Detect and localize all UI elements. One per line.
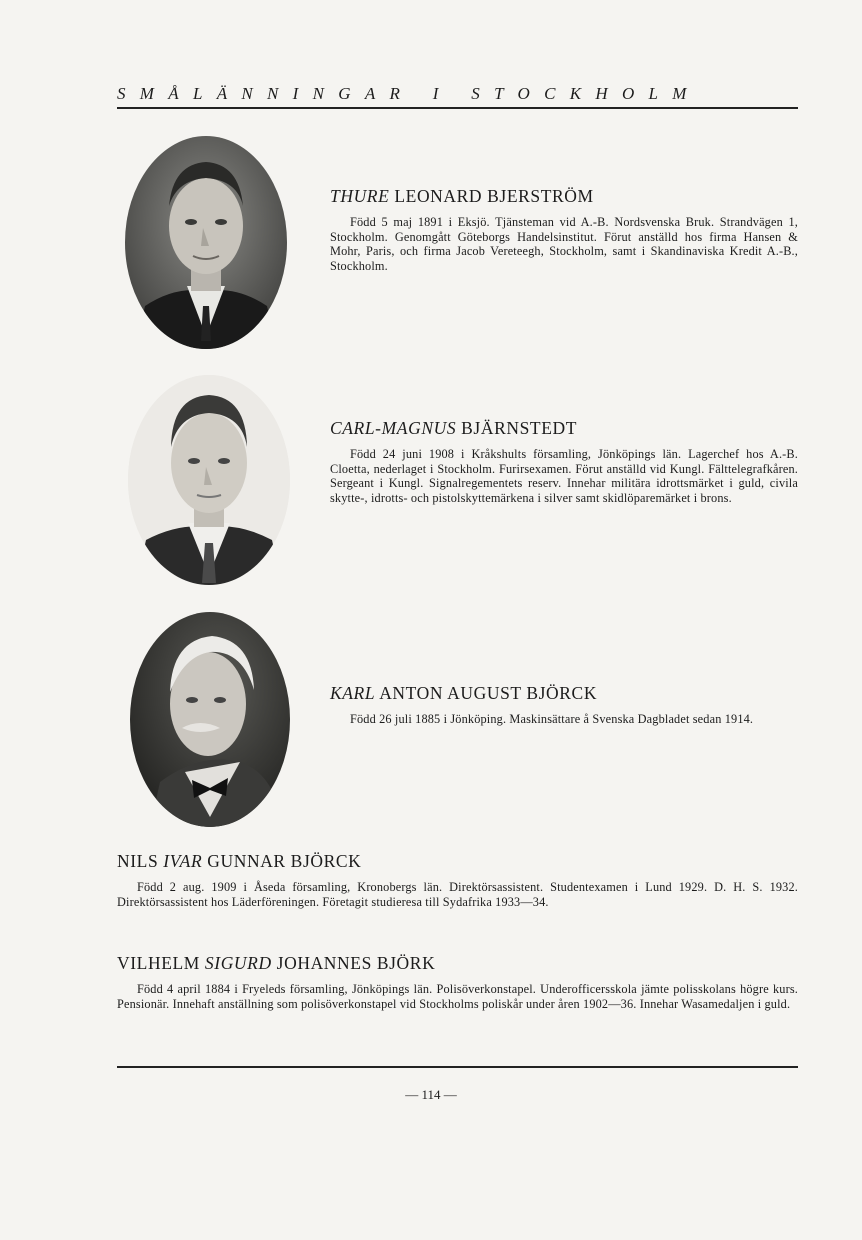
- entry-name-first: SIGURD: [204, 953, 272, 973]
- entry-bjorck-nils: [117, 851, 798, 909]
- entry-bjork-vilhelm: [117, 953, 798, 1011]
- entry-name-first: KARL: [330, 683, 376, 703]
- entry-bjarnstedt: [330, 418, 798, 505]
- header-rule: [117, 107, 798, 109]
- portrait-bjerstrom: [125, 136, 287, 349]
- entry-bio: Född 5 maj 1891 i Eksjö. Tjänsteman vid A.-B. Nordsvenska Bruk. Strandvägen 1, Stockholm. Genomgått Göteborgs Handelsinstitut. Förut anställd hos firma Hansen & Mohr, Paris, och firma Jacob Vereteegh, Stockholm, samt i Skandinaviska Kredit A.-B., Stockholm.: [330, 215, 798, 273]
- entry-bjorck-karl: [330, 683, 798, 727]
- entry-name: [330, 683, 798, 704]
- entry-name-first: THURE: [330, 186, 390, 206]
- entry-name: [117, 953, 798, 974]
- entry-name-rest: GUNNAR BJÖRCK: [202, 851, 362, 871]
- running-header: SMÅLÄNNINGAR I STOCKHOLM: [117, 84, 701, 103]
- entry-bio: Född 4 april 1884 i Fryeleds församling, Jönköpings län. Polisöverkonstapel. Underofficersskola jämte polisskolans högre kurs. Pensionär. Innehaft anställning som polisöverkonstapel vid Stockholms poliskår under åren 1902—36. Innehar Wasamedaljen i guld.: [117, 982, 798, 1011]
- entry-bio: Född 26 juli 1885 i Jönköping. Maskinsättare å Svenska Dagbladet sedan 1914.: [350, 712, 754, 726]
- portrait-bjarnstedt: [128, 375, 290, 585]
- entry-bio: Född 24 juni 1908 i Kråkshults församling, Jönköpings län. Lagerchef hos A.-B. Cloetta, nederlaget i Stockholm. Furirsexamen. Förut anställd vid Kungl. Fälttelegrafkåren. Sergeant i Kungl. Signalregementets reserv. Innehar militära idrottsmärket i guld, civila skytte-, idrotts- och pistolskyttemärkena i silver samt skidlöparemärket i brons.: [330, 447, 798, 505]
- entry-name-rest: ANTON AUGUST BJÖRCK: [375, 683, 598, 703]
- entry-name: [117, 851, 798, 872]
- entry-name-first: CARL-MAGNUS: [330, 418, 457, 438]
- footer-rule: [117, 1066, 798, 1068]
- entry-name-rest: BJÄRNSTEDT: [456, 418, 578, 438]
- entry-name-rest: JOHANNES BJÖRK: [271, 953, 436, 973]
- entry-name-first: IVAR: [163, 851, 203, 871]
- entry-name-pre: NILS: [117, 851, 164, 871]
- entry-name-rest: LEONARD BJERSTRÖM: [389, 186, 594, 206]
- portrait-bjorck-karl: [130, 612, 290, 827]
- entry-name-pre: VILHELM: [117, 953, 205, 973]
- entry-name: [330, 418, 798, 439]
- entry-bjerstrom: [330, 186, 798, 273]
- page-number: — 114 —: [405, 1087, 457, 1102]
- entry-bio: Född 2 aug. 1909 i Åseda församling, Kronobergs län. Direktörsassistent. Studentexamen i Lund 1929. D. H. S. 1932. Direktörsassistent hos Läderföreningen. Företagit studieresa till Sydafrika 1933—34.: [117, 880, 798, 909]
- entry-name: [330, 186, 798, 207]
